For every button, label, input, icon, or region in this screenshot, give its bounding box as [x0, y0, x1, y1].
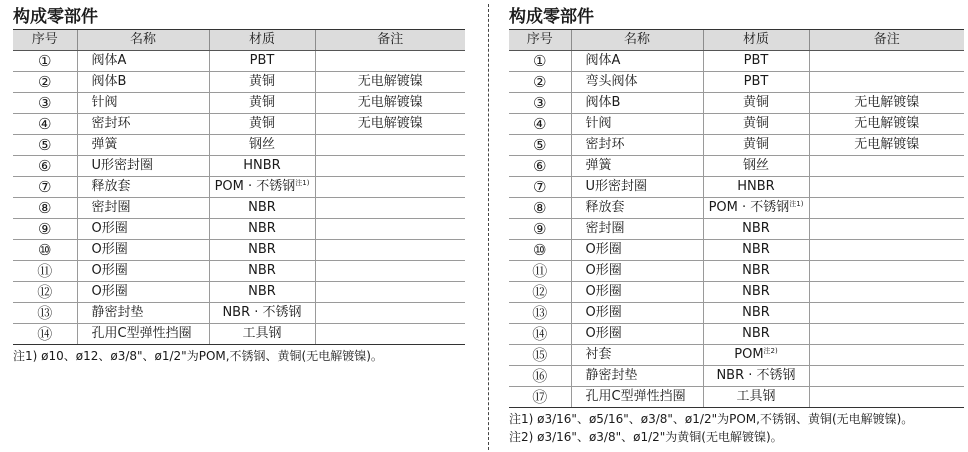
- table-row: [13, 135, 465, 156]
- part-name: 孔用C型弹性挡圈: [77, 324, 209, 345]
- part-material: [209, 219, 315, 240]
- part-name: 阀体A: [571, 51, 703, 72]
- part-name: O形圈: [571, 324, 703, 345]
- part-note: [315, 156, 465, 177]
- part-note: [809, 345, 964, 366]
- part-number: ②: [13, 72, 77, 93]
- part-material: [209, 72, 315, 93]
- part-name: 密封环: [571, 135, 703, 156]
- part-note: [809, 303, 964, 324]
- material-text: 钢丝: [742, 158, 769, 173]
- material-text: 黄铜: [248, 116, 275, 131]
- part-number: ①: [509, 51, 571, 72]
- part-material: [703, 240, 809, 261]
- part-number: ⑧: [13, 198, 77, 219]
- part-name: 静密封垫: [77, 303, 209, 324]
- header-name: 名称: [77, 30, 209, 51]
- part-note: [809, 51, 964, 72]
- part-note: 无电解镀镍: [809, 114, 964, 135]
- part-number: ④: [509, 114, 571, 135]
- part-number: ⑰: [509, 387, 571, 408]
- part-note: 无电解镀镍: [315, 93, 465, 114]
- section-title: 构成零部件: [509, 7, 594, 27]
- part-material: [703, 366, 809, 387]
- part-name: O形圈: [571, 282, 703, 303]
- part-note: 无电解镀镍: [809, 93, 964, 114]
- footnotes: [13, 347, 465, 365]
- part-note: [315, 324, 465, 345]
- part-name: 释放套: [77, 177, 209, 198]
- part-name: 针阀: [77, 93, 209, 114]
- header-material: 材质: [209, 30, 315, 51]
- part-material: [209, 93, 315, 114]
- parts-table: [509, 29, 964, 408]
- part-name: 弹簧: [571, 156, 703, 177]
- table-header-row: [509, 30, 964, 51]
- part-name: 阀体A: [77, 51, 209, 72]
- part-note: [315, 282, 465, 303]
- part-material: [703, 219, 809, 240]
- part-note: [315, 135, 465, 156]
- part-note: [315, 219, 465, 240]
- table-row: [509, 303, 964, 324]
- part-material: [209, 198, 315, 219]
- part-material: [209, 282, 315, 303]
- part-material: [209, 177, 315, 198]
- part-number: ③: [509, 93, 571, 114]
- table-row: [509, 324, 964, 345]
- material-text: 黄铜: [742, 95, 769, 110]
- material-text: NBR: [742, 326, 770, 341]
- table-header-row: [13, 30, 465, 51]
- table-row: [13, 114, 465, 135]
- part-note: [809, 72, 964, 93]
- table-row: [13, 303, 465, 324]
- part-number: ③: [13, 93, 77, 114]
- parts-table: [13, 29, 465, 345]
- table-row: [509, 282, 964, 303]
- part-note: [809, 240, 964, 261]
- part-name: O形圈: [571, 303, 703, 324]
- part-number: ⑭: [13, 324, 77, 345]
- part-number: ⑦: [509, 177, 571, 198]
- dashed-divider: [488, 4, 489, 450]
- part-note: [315, 198, 465, 219]
- part-name: 密封圈: [77, 198, 209, 219]
- material-text: 黄铜: [248, 74, 275, 89]
- table-row: [509, 366, 964, 387]
- part-number: ①: [13, 51, 77, 72]
- part-number: ⑨: [13, 219, 77, 240]
- part-name: O形圈: [77, 282, 209, 303]
- material-text: NBR: [248, 221, 276, 236]
- part-number: ⑬: [509, 303, 571, 324]
- part-number: ⑩: [13, 240, 77, 261]
- table-row: [13, 282, 465, 303]
- material-text: NBR · 不锈钢: [716, 368, 796, 383]
- material-text: POM · 不锈钢: [708, 200, 790, 215]
- part-name: U形密封圈: [77, 156, 209, 177]
- footnote-line: 注1) ø10、ø12、ø3/8"、ø1/2"为POM,不锈钢、黄铜(无电解镀镍)。: [13, 349, 383, 363]
- part-note: [315, 177, 465, 198]
- part-material: [703, 156, 809, 177]
- material-text: NBR: [248, 284, 276, 299]
- header-note: 备注: [315, 30, 465, 51]
- material-text: 黄铜: [742, 137, 769, 152]
- material-text: 黄铜: [742, 116, 769, 131]
- part-material: [209, 51, 315, 72]
- part-note: [315, 51, 465, 72]
- part-note: 无电解镀镍: [315, 72, 465, 93]
- part-note: [809, 198, 964, 219]
- part-note: [315, 303, 465, 324]
- part-number: ⑤: [13, 135, 77, 156]
- part-number: ⑬: [13, 303, 77, 324]
- header-no: 序号: [13, 30, 77, 51]
- part-name: 针阀: [571, 114, 703, 135]
- material-text: HNBR: [737, 179, 775, 194]
- part-material: [703, 198, 809, 219]
- table-row: [13, 156, 465, 177]
- material-text: NBR: [742, 221, 770, 236]
- part-note: [315, 240, 465, 261]
- material-text: NBR: [742, 242, 770, 257]
- part-name: 密封环: [77, 114, 209, 135]
- part-note: 无电解镀镍: [315, 114, 465, 135]
- part-material: [209, 135, 315, 156]
- material-text: POM: [734, 347, 764, 362]
- material-text: 工具钢: [242, 326, 282, 341]
- part-number: ⑯: [509, 366, 571, 387]
- material-text: NBR · 不锈钢: [222, 305, 302, 320]
- table-row: [509, 219, 964, 240]
- part-material: [209, 240, 315, 261]
- part-material: [209, 156, 315, 177]
- material-text: 钢丝: [248, 137, 275, 152]
- part-note: 无电解镀镍: [809, 135, 964, 156]
- part-name: 阀体B: [571, 93, 703, 114]
- part-number: ⑤: [509, 135, 571, 156]
- header-no: 序号: [509, 30, 571, 51]
- material-text: PBT: [743, 53, 769, 68]
- material-text: NBR: [248, 263, 276, 278]
- material-text: HNBR: [243, 158, 281, 173]
- part-material: [209, 261, 315, 282]
- part-name: 密封圈: [571, 219, 703, 240]
- part-material: [703, 261, 809, 282]
- table-row: [13, 51, 465, 72]
- header-note: 备注: [809, 30, 964, 51]
- table-row: [509, 93, 964, 114]
- part-material: [703, 72, 809, 93]
- part-material: [703, 345, 809, 366]
- header-name: 名称: [571, 30, 703, 51]
- part-material: [703, 303, 809, 324]
- footnotes: [509, 410, 964, 446]
- part-number: ⑫: [13, 282, 77, 303]
- part-number: ⑥: [13, 156, 77, 177]
- part-name: O形圈: [571, 261, 703, 282]
- part-material: [703, 93, 809, 114]
- part-name: 释放套: [571, 198, 703, 219]
- material-text: POM · 不锈钢: [214, 179, 296, 194]
- part-material: [703, 177, 809, 198]
- part-number: ⑨: [509, 219, 571, 240]
- footnote-line: 注1) ø3/16"、ø5/16"、ø3/8"、ø1/2"为POM,不锈钢、黄铜(无电解镀镍)。: [509, 412, 914, 426]
- part-material: [703, 51, 809, 72]
- material-text: 黄铜: [248, 95, 275, 110]
- part-name: O形圈: [77, 219, 209, 240]
- part-material: [209, 324, 315, 345]
- part-number: ⑦: [13, 177, 77, 198]
- footnote-line: 注2) ø3/16"、ø3/8"、ø1/2"为黄铜(无电解镀镍)。: [509, 430, 783, 444]
- part-material: [703, 387, 809, 408]
- left-parts-panel: [13, 6, 465, 365]
- part-material: [703, 135, 809, 156]
- part-number: ⑧: [509, 198, 571, 219]
- part-number: ⑪: [13, 261, 77, 282]
- table-row: [509, 135, 964, 156]
- table-row: [509, 198, 964, 219]
- part-number: ⑥: [509, 156, 571, 177]
- part-number: ⑪: [509, 261, 571, 282]
- part-number: ⑮: [509, 345, 571, 366]
- right-parts-panel: [509, 6, 964, 446]
- part-number: ⑭: [509, 324, 571, 345]
- table-row: [13, 93, 465, 114]
- part-number: ⑩: [509, 240, 571, 261]
- part-name: O形圈: [77, 240, 209, 261]
- table-row: [13, 240, 465, 261]
- part-note: [809, 219, 964, 240]
- part-note: [809, 282, 964, 303]
- table-row: [13, 72, 465, 93]
- part-material: [209, 303, 315, 324]
- table-row: [509, 387, 964, 408]
- header-material: 材质: [703, 30, 809, 51]
- part-name: 阀体B: [77, 72, 209, 93]
- table-row: [13, 198, 465, 219]
- table-row: [509, 240, 964, 261]
- table-row: [13, 261, 465, 282]
- table-row: [509, 261, 964, 282]
- part-note: [809, 387, 964, 408]
- table-row: [509, 72, 964, 93]
- material-text: PBT: [249, 53, 275, 68]
- table-row: [509, 156, 964, 177]
- part-name: 弯头阀体: [571, 72, 703, 93]
- part-name: O形圈: [571, 240, 703, 261]
- material-text: NBR: [742, 263, 770, 278]
- table-row: [509, 51, 964, 72]
- part-note: [809, 366, 964, 387]
- part-note: [809, 156, 964, 177]
- material-text: 工具钢: [736, 389, 776, 404]
- material-text: NBR: [742, 284, 770, 299]
- footnote-ref: 注2): [763, 347, 778, 355]
- part-material: [209, 114, 315, 135]
- footnote-ref: 注1): [789, 200, 804, 208]
- part-name: O形圈: [77, 261, 209, 282]
- part-material: [703, 324, 809, 345]
- material-text: NBR: [248, 242, 276, 257]
- part-material: [703, 114, 809, 135]
- material-text: PBT: [743, 74, 769, 89]
- material-text: NBR: [248, 200, 276, 215]
- part-name: 衬套: [571, 345, 703, 366]
- part-note: [809, 177, 964, 198]
- material-text: NBR: [742, 305, 770, 320]
- part-name: 弹簧: [77, 135, 209, 156]
- part-material: [703, 282, 809, 303]
- part-number: ④: [13, 114, 77, 135]
- part-name: U形密封圈: [571, 177, 703, 198]
- table-row: [13, 324, 465, 345]
- part-note: [809, 261, 964, 282]
- part-number: ②: [509, 72, 571, 93]
- section-title: 构成零部件: [13, 7, 98, 27]
- table-row: [509, 345, 964, 366]
- table-row: [509, 114, 964, 135]
- table-row: [13, 177, 465, 198]
- part-note: [809, 324, 964, 345]
- part-note: [315, 261, 465, 282]
- part-name: 孔用C型弹性挡圈: [571, 387, 703, 408]
- table-row: [13, 219, 465, 240]
- part-name: 静密封垫: [571, 366, 703, 387]
- footnote-ref: 注1): [295, 179, 310, 187]
- part-number: ⑫: [509, 282, 571, 303]
- table-row: [509, 177, 964, 198]
